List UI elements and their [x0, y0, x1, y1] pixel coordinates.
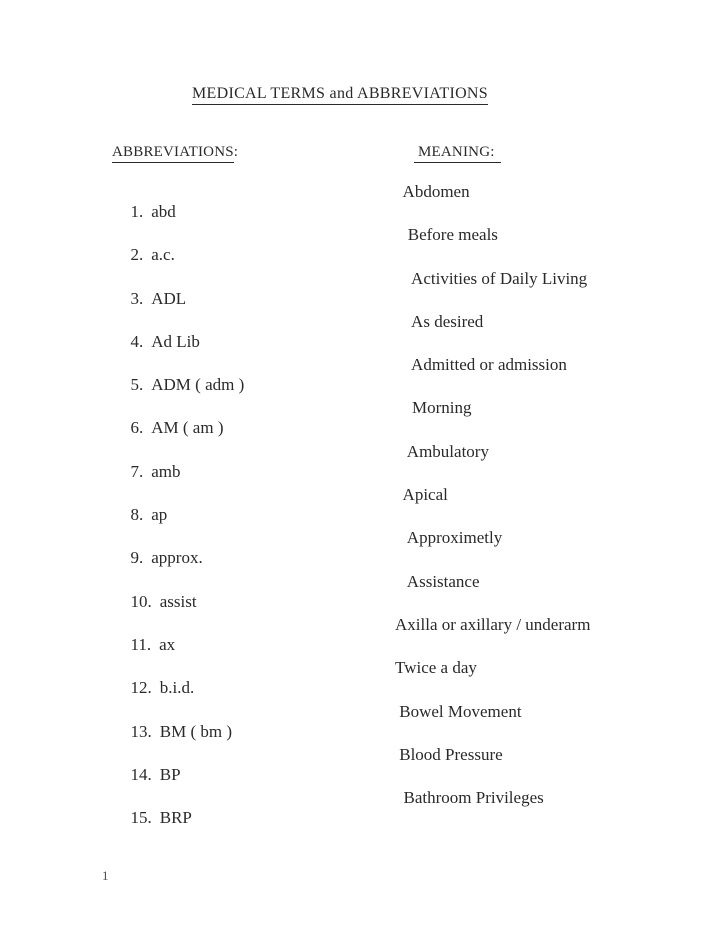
- table-row: [0, 225, 720, 268]
- table-row: [0, 485, 720, 528]
- row-number: 1.: [130, 202, 144, 221]
- abbreviation-text: AM ( am ): [151, 418, 224, 438]
- abbreviation-text: ADM ( adm ): [151, 375, 245, 395]
- abbreviation-text: b.i.d.: [159, 678, 195, 698]
- abbreviation-text: ap: [151, 505, 168, 525]
- row-number: 13.: [130, 721, 152, 741]
- meaning-text: Blood Pressure: [395, 744, 503, 764]
- meaning-text: Bowel Movement: [395, 701, 522, 721]
- row-number: 10.: [130, 591, 152, 611]
- row-number: 14.: [130, 764, 152, 784]
- meaning-text: Ambulatory: [395, 441, 489, 461]
- row-number: 6.: [130, 418, 144, 438]
- abbreviation-text: Ad Lib: [151, 331, 200, 351]
- table-row: [0, 442, 720, 485]
- abbreviation-text: abd: [151, 202, 176, 221]
- meaning-text: Admitted or admission: [395, 355, 567, 375]
- meaning-text: Apical: [395, 485, 448, 505]
- meaning-text: Bathroom Privileges: [395, 788, 544, 808]
- row-number: 12.: [130, 678, 152, 698]
- abbreviation-text: assist: [159, 591, 197, 611]
- row-number: 15.: [130, 808, 152, 828]
- table-row: [0, 355, 720, 398]
- abbreviation-text: approx.: [151, 548, 203, 568]
- abbreviation-list: [0, 182, 720, 831]
- row-number: 9.: [130, 548, 144, 568]
- page-title-text: MEDICAL TERMS and ABBREVIATIONS: [192, 85, 488, 105]
- table-row: [0, 182, 720, 225]
- table-row: [0, 702, 720, 745]
- meaning-text: Axilla or axillary / underarm: [395, 614, 591, 634]
- meaning-text: Twice a day: [395, 658, 477, 678]
- abbreviation-text: BRP: [159, 808, 192, 828]
- abbreviation-text: a.c.: [151, 245, 175, 265]
- row-number: 4.: [130, 331, 144, 351]
- abbreviation-text: amb: [151, 461, 181, 481]
- abbreviation-text: ax: [159, 634, 176, 654]
- abbreviations-column-header: [112, 144, 238, 163]
- meaning-text: Before meals: [395, 225, 498, 245]
- table-row: [0, 528, 720, 571]
- abbreviation-text: ADL: [151, 288, 187, 308]
- meaning-text: Assistance: [395, 571, 480, 591]
- abbreviation-text: BP: [159, 764, 181, 784]
- meaning-text: Approximetly: [395, 528, 503, 548]
- abbreviations-header-label: ABBREVIATIONS: [112, 144, 234, 163]
- row-number: 3.: [130, 288, 144, 308]
- table-row: [0, 658, 720, 701]
- table-row: [0, 745, 720, 788]
- abbreviations-header-colon: :: [233, 144, 239, 160]
- table-row: [0, 269, 720, 312]
- row-number: 7.: [130, 461, 144, 481]
- abbreviation-text: BM ( bm ): [159, 721, 232, 741]
- table-row: [0, 615, 720, 658]
- row-number: 8.: [130, 505, 144, 525]
- meaning-text: As desired: [395, 311, 484, 331]
- meaning-text: Morning: [395, 398, 472, 418]
- table-row: [0, 788, 720, 831]
- table-row: [0, 398, 720, 441]
- meaning-column-header: [414, 144, 501, 163]
- row-number: 11.: [130, 634, 152, 654]
- page-title: [0, 85, 680, 105]
- abbreviation-cell: [105, 788, 192, 848]
- meaning-header-label: MEANING:: [414, 144, 501, 163]
- row-number: 5.: [130, 375, 144, 395]
- table-row: [0, 572, 720, 615]
- meaning-text: Activities of Daily Living: [395, 268, 588, 288]
- table-row: [0, 312, 720, 355]
- row-number: 2.: [130, 245, 144, 265]
- page-number: 1: [102, 868, 109, 883]
- meaning-text: Abdomen: [395, 182, 470, 201]
